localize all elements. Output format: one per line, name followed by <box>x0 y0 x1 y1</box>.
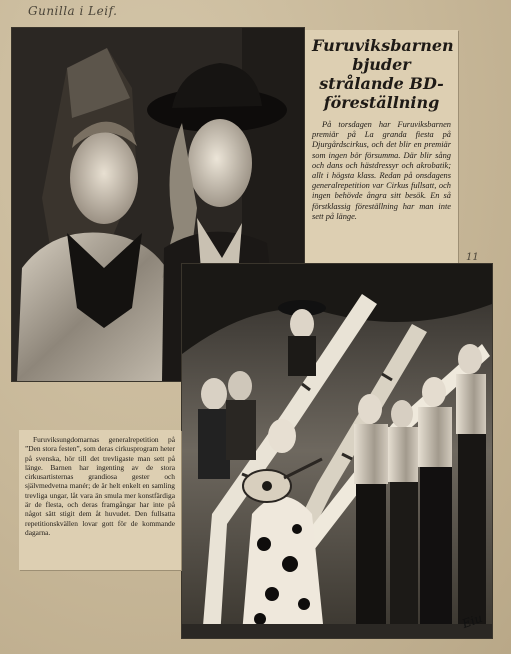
photo-stage-performance-image <box>182 264 492 638</box>
article-headline: Furuviksbarnen bjuder strålande BD-föreställning <box>312 36 454 112</box>
newspaper-clipping-headline <box>305 30 458 264</box>
review-body: Furuviksungdomarnas generalrepetition på ”Den stora festen”, som deras cirkusprogram heter på svenska, hör till det trevligaste man sett på länge. Barnen har ingenting av de stora cirkusartisternas grandiosa gester och självmedvetna manér; de är helt enkelt en samling trevliga ungar, låt vara än smula mer konstfärdiga är de flesta, och deras framgångar har inte på något sätt stigit dem åt huvudet. Den fullsatta repetitionskvällen lovar gott för de kommande dagarna. <box>25 435 175 537</box>
newspaper-clipping-review <box>19 430 181 570</box>
photographer-signature: Eiu <box>459 610 484 632</box>
article-body: På torsdagen har Furuviksbarnen premiär på La granda fiesta på Djurgårdscirkus, och det blir en premiär som ingen bör försumma. Där blir sång och dans och hästdressyr och akrobatik; allt i högsta klass. Redan på onsdagens generalrepetition var Cirkus fullsatt, och ingen behövde ångra sitt besök. En så förstklassig föreställning har man inte sett på länge. <box>312 120 451 221</box>
page-number: 11 <box>466 252 479 263</box>
handwritten-caption: Gunilla i Leif. <box>28 4 118 18</box>
photo-stage-performance <box>182 264 492 638</box>
